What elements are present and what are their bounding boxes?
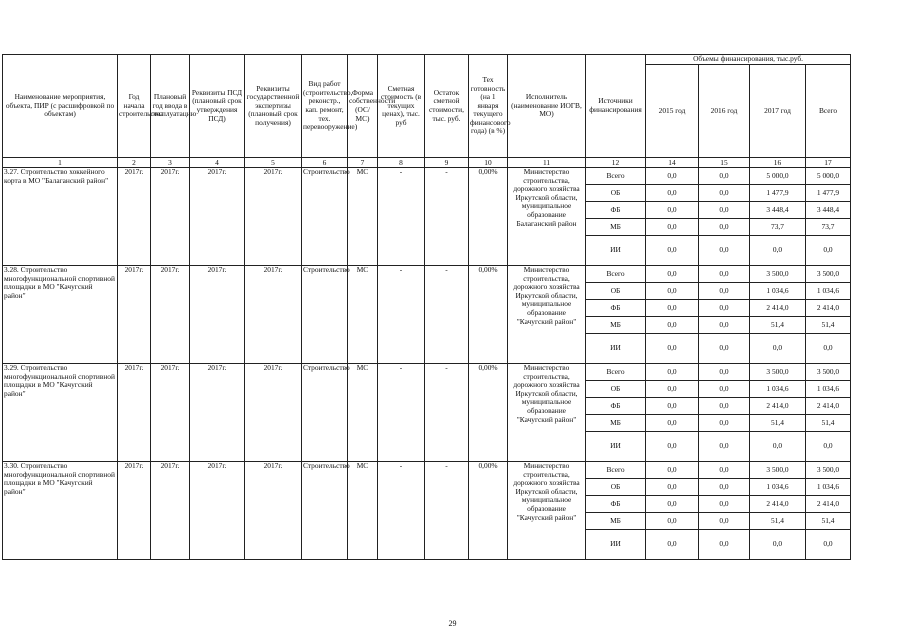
value-2016: 0,0 bbox=[699, 283, 750, 300]
value-total: 3 500,0 bbox=[806, 364, 851, 381]
value-2015: 0,0 bbox=[646, 513, 699, 530]
value-total: 0,0 bbox=[806, 530, 851, 560]
funding-source: ФБ bbox=[586, 202, 646, 219]
value-2016: 0,0 bbox=[699, 479, 750, 496]
psd-date: 2017г. bbox=[190, 462, 245, 560]
value-total: 2 414,0 bbox=[806, 496, 851, 513]
value-2016: 0,0 bbox=[699, 530, 750, 560]
value-2016: 0,0 bbox=[699, 168, 750, 185]
column-number: 9 bbox=[425, 158, 469, 168]
executor: Министерство строительства, дорожного хозяйства Иркутской области, муниципальное образование "Качугский район" bbox=[508, 266, 586, 364]
header-volumes: Объемы финансирования, тыс.руб. bbox=[646, 55, 851, 65]
planned-year: 2017г. bbox=[151, 168, 190, 266]
value-2015: 0,0 bbox=[646, 236, 699, 266]
value-2017: 73,7 bbox=[750, 219, 806, 236]
start-year: 2017г. bbox=[118, 168, 151, 266]
value-2016: 0,0 bbox=[699, 185, 750, 202]
column-number: 3 bbox=[151, 158, 190, 168]
funding-source: МБ bbox=[586, 513, 646, 530]
project-name: 3.28. Строительство многофункциональной спортивной площадки в МО "Качугский район" bbox=[3, 266, 118, 364]
planned-year: 2017г. bbox=[151, 364, 190, 462]
funding-source: МБ bbox=[586, 415, 646, 432]
header-2017: 2017 год bbox=[750, 65, 806, 158]
column-number: 14 bbox=[646, 158, 699, 168]
planned-year: 2017г. bbox=[151, 266, 190, 364]
header-total: Всего bbox=[806, 65, 851, 158]
value-2017: 51,4 bbox=[750, 415, 806, 432]
column-number: 7 bbox=[348, 158, 378, 168]
ownership: МС bbox=[348, 168, 378, 266]
column-number: 11 bbox=[508, 158, 586, 168]
column-number: 16 bbox=[750, 158, 806, 168]
header-estimate: Сметная стоимость (в текущих ценах), тыс. руб bbox=[378, 55, 425, 158]
ownership: МС bbox=[348, 462, 378, 560]
value-2016: 0,0 bbox=[699, 462, 750, 479]
value-2015: 0,0 bbox=[646, 479, 699, 496]
value-total: 51,4 bbox=[806, 415, 851, 432]
value-2017: 0,0 bbox=[750, 236, 806, 266]
column-number: 4 bbox=[190, 158, 245, 168]
value-2015: 0,0 bbox=[646, 300, 699, 317]
start-year: 2017г. bbox=[118, 462, 151, 560]
funding-source: ОБ bbox=[586, 479, 646, 496]
value-total: 1 477,9 bbox=[806, 185, 851, 202]
value-2016: 0,0 bbox=[699, 381, 750, 398]
value-2017: 1 034,6 bbox=[750, 381, 806, 398]
remaining-cost: - bbox=[425, 364, 469, 462]
value-total: 51,4 bbox=[806, 513, 851, 530]
readiness: 0,00% bbox=[469, 364, 508, 462]
value-total: 0,0 bbox=[806, 334, 851, 364]
psd-date: 2017г. bbox=[190, 266, 245, 364]
work-type: Строительство bbox=[302, 266, 348, 364]
header-remaining: Остаток сметной стоимости, тыс. руб. bbox=[425, 55, 469, 158]
start-year: 2017г. bbox=[118, 266, 151, 364]
column-number: 17 bbox=[806, 158, 851, 168]
value-2015: 0,0 bbox=[646, 219, 699, 236]
value-2016: 0,0 bbox=[699, 364, 750, 381]
ownership: МС bbox=[348, 364, 378, 462]
value-2017: 3 500,0 bbox=[750, 266, 806, 283]
work-type: Строительство bbox=[302, 168, 348, 266]
readiness: 0,00% bbox=[469, 168, 508, 266]
value-2016: 0,0 bbox=[699, 202, 750, 219]
header-executor: Исполнитель (наименование ИОГВ, МО) bbox=[508, 55, 586, 158]
funding-source: ИИ bbox=[586, 236, 646, 266]
header-sources: Источники финансирования bbox=[586, 55, 646, 158]
value-total: 5 000,0 bbox=[806, 168, 851, 185]
funding-source: ИИ bbox=[586, 530, 646, 560]
value-total: 3 500,0 bbox=[806, 266, 851, 283]
project-row bbox=[3, 168, 851, 185]
value-2015: 0,0 bbox=[646, 415, 699, 432]
column-number: 8 bbox=[378, 158, 425, 168]
table-body bbox=[3, 158, 851, 560]
estimate-cost: - bbox=[378, 168, 425, 266]
remaining-cost: - bbox=[425, 168, 469, 266]
expertise-date: 2017г. bbox=[245, 462, 302, 560]
project-name: 3.30. Строительство многофункциональной спортивной площадки в МО "Качугский район" bbox=[3, 462, 118, 560]
value-2015: 0,0 bbox=[646, 266, 699, 283]
value-total: 51,4 bbox=[806, 317, 851, 334]
funding-source: Всего bbox=[586, 462, 646, 479]
work-type: Строительство bbox=[302, 364, 348, 462]
funding-source: ОБ bbox=[586, 381, 646, 398]
expertise-date: 2017г. bbox=[245, 364, 302, 462]
column-number: 1 bbox=[3, 158, 118, 168]
value-total: 1 034,6 bbox=[806, 283, 851, 300]
header-state-expertise: Реквизиты государственной экспертизы (плановый срок получения) bbox=[245, 55, 302, 158]
funding-source: Всего bbox=[586, 364, 646, 381]
header-ownership: Форма собственности (ОС/МС) bbox=[348, 55, 378, 158]
value-2015: 0,0 bbox=[646, 364, 699, 381]
executor: Министерство строительства, дорожного хозяйства Иркутской области, муниципальное образование Балаганский район bbox=[508, 168, 586, 266]
value-2015: 0,0 bbox=[646, 530, 699, 560]
value-2016: 0,0 bbox=[699, 432, 750, 462]
header-name: Наименование мероприятия, объекта, ПИР (с расшифровкой по объектам) bbox=[3, 55, 118, 158]
funding-source: ФБ bbox=[586, 300, 646, 317]
header-planned-year: Плановый год ввода в эксплуатацию bbox=[151, 55, 190, 158]
value-2016: 0,0 bbox=[699, 219, 750, 236]
executor: Министерство строительства, дорожного хозяйства Иркутской области, муниципальное образование "Качугский район" bbox=[508, 462, 586, 560]
expertise-date: 2017г. bbox=[245, 168, 302, 266]
value-2017: 5 000,0 bbox=[750, 168, 806, 185]
value-2016: 0,0 bbox=[699, 266, 750, 283]
funding-source: ОБ bbox=[586, 185, 646, 202]
project-row bbox=[3, 364, 851, 381]
value-2015: 0,0 bbox=[646, 168, 699, 185]
value-2015: 0,0 bbox=[646, 381, 699, 398]
value-2015: 0,0 bbox=[646, 202, 699, 219]
value-total: 3 448,4 bbox=[806, 202, 851, 219]
value-2015: 0,0 bbox=[646, 317, 699, 334]
financing-table bbox=[2, 54, 851, 560]
value-2017: 51,4 bbox=[750, 513, 806, 530]
readiness: 0,00% bbox=[469, 462, 508, 560]
remaining-cost: - bbox=[425, 462, 469, 560]
readiness: 0,00% bbox=[469, 266, 508, 364]
value-2015: 0,0 bbox=[646, 496, 699, 513]
funding-source: МБ bbox=[586, 317, 646, 334]
value-2017: 2 414,0 bbox=[750, 398, 806, 415]
work-type: Строительство bbox=[302, 462, 348, 560]
value-2017: 1 034,6 bbox=[750, 479, 806, 496]
column-number: 6 bbox=[302, 158, 348, 168]
psd-date: 2017г. bbox=[190, 168, 245, 266]
funding-source: ФБ bbox=[586, 496, 646, 513]
value-2017: 0,0 bbox=[750, 334, 806, 364]
value-2016: 0,0 bbox=[699, 236, 750, 266]
value-2017: 1 477,9 bbox=[750, 185, 806, 202]
header-psd: Реквизиты ПСД (плановый срок утверждения ПСД) bbox=[190, 55, 245, 158]
value-total: 73,7 bbox=[806, 219, 851, 236]
start-year: 2017г. bbox=[118, 364, 151, 462]
value-total: 0,0 bbox=[806, 432, 851, 462]
column-number: 5 bbox=[245, 158, 302, 168]
value-2016: 0,0 bbox=[699, 496, 750, 513]
project-name: 3.27. Строительство хоккейного корта в МО "Балаганский район" bbox=[3, 168, 118, 266]
psd-date: 2017г. bbox=[190, 364, 245, 462]
remaining-cost: - bbox=[425, 266, 469, 364]
funding-source: МБ bbox=[586, 219, 646, 236]
value-2017: 3 500,0 bbox=[750, 364, 806, 381]
header-2015: 2015 год bbox=[646, 65, 699, 158]
value-total: 0,0 bbox=[806, 236, 851, 266]
value-2016: 0,0 bbox=[699, 513, 750, 530]
column-number: 15 bbox=[699, 158, 750, 168]
project-row bbox=[3, 462, 851, 479]
value-2016: 0,0 bbox=[699, 317, 750, 334]
value-2015: 0,0 bbox=[646, 398, 699, 415]
value-2015: 0,0 bbox=[646, 462, 699, 479]
ownership: МС bbox=[348, 266, 378, 364]
funding-source: ОБ bbox=[586, 283, 646, 300]
value-2016: 0,0 bbox=[699, 334, 750, 364]
column-number: 2 bbox=[118, 158, 151, 168]
header-row-top bbox=[3, 55, 851, 65]
funding-source: ИИ bbox=[586, 432, 646, 462]
funding-source: Всего bbox=[586, 266, 646, 283]
value-2017: 2 414,0 bbox=[750, 300, 806, 317]
value-2017: 3 500,0 bbox=[750, 462, 806, 479]
value-2017: 2 414,0 bbox=[750, 496, 806, 513]
column-number: 12 bbox=[586, 158, 646, 168]
estimate-cost: - bbox=[378, 364, 425, 462]
estimate-cost: - bbox=[378, 266, 425, 364]
value-2016: 0,0 bbox=[699, 398, 750, 415]
header-start-year: Год начала строительства bbox=[118, 55, 151, 158]
column-number: 10 bbox=[469, 158, 508, 168]
project-name: 3.29. Строительство многофункциональной спортивной площадки в МО "Качугский район" bbox=[3, 364, 118, 462]
column-number-row bbox=[3, 158, 851, 168]
executor: Министерство строительства, дорожного хозяйства Иркутской области, муниципальное образование "Качугский район" bbox=[508, 364, 586, 462]
header-2016: 2016 год bbox=[699, 65, 750, 158]
value-2017: 51,4 bbox=[750, 317, 806, 334]
value-2015: 0,0 bbox=[646, 283, 699, 300]
value-total: 1 034,6 bbox=[806, 381, 851, 398]
value-total: 1 034,6 bbox=[806, 479, 851, 496]
estimate-cost: - bbox=[378, 462, 425, 560]
expertise-date: 2017г. bbox=[245, 266, 302, 364]
value-2015: 0,0 bbox=[646, 185, 699, 202]
project-row bbox=[3, 266, 851, 283]
value-2017: 0,0 bbox=[750, 530, 806, 560]
value-2016: 0,0 bbox=[699, 415, 750, 432]
header-work-type: Вид работ (строительство, реконстр., кап. ремонт, тех. перевооружение) bbox=[302, 55, 348, 158]
value-total: 2 414,0 bbox=[806, 398, 851, 415]
funding-source: ФБ bbox=[586, 398, 646, 415]
planned-year: 2017г. bbox=[151, 462, 190, 560]
funding-source: Всего bbox=[586, 168, 646, 185]
funding-source: ИИ bbox=[586, 334, 646, 364]
header-readiness: Тех готовность (на 1 января текущего финансового года) (в %) bbox=[469, 55, 508, 158]
value-2017: 1 034,6 bbox=[750, 283, 806, 300]
value-2017: 3 448,4 bbox=[750, 202, 806, 219]
value-total: 3 500,0 bbox=[806, 462, 851, 479]
value-2017: 0,0 bbox=[750, 432, 806, 462]
page-number: 29 bbox=[448, 619, 457, 628]
value-2015: 0,0 bbox=[646, 334, 699, 364]
value-total: 2 414,0 bbox=[806, 300, 851, 317]
value-2015: 0,0 bbox=[646, 432, 699, 462]
value-2016: 0,0 bbox=[699, 300, 750, 317]
